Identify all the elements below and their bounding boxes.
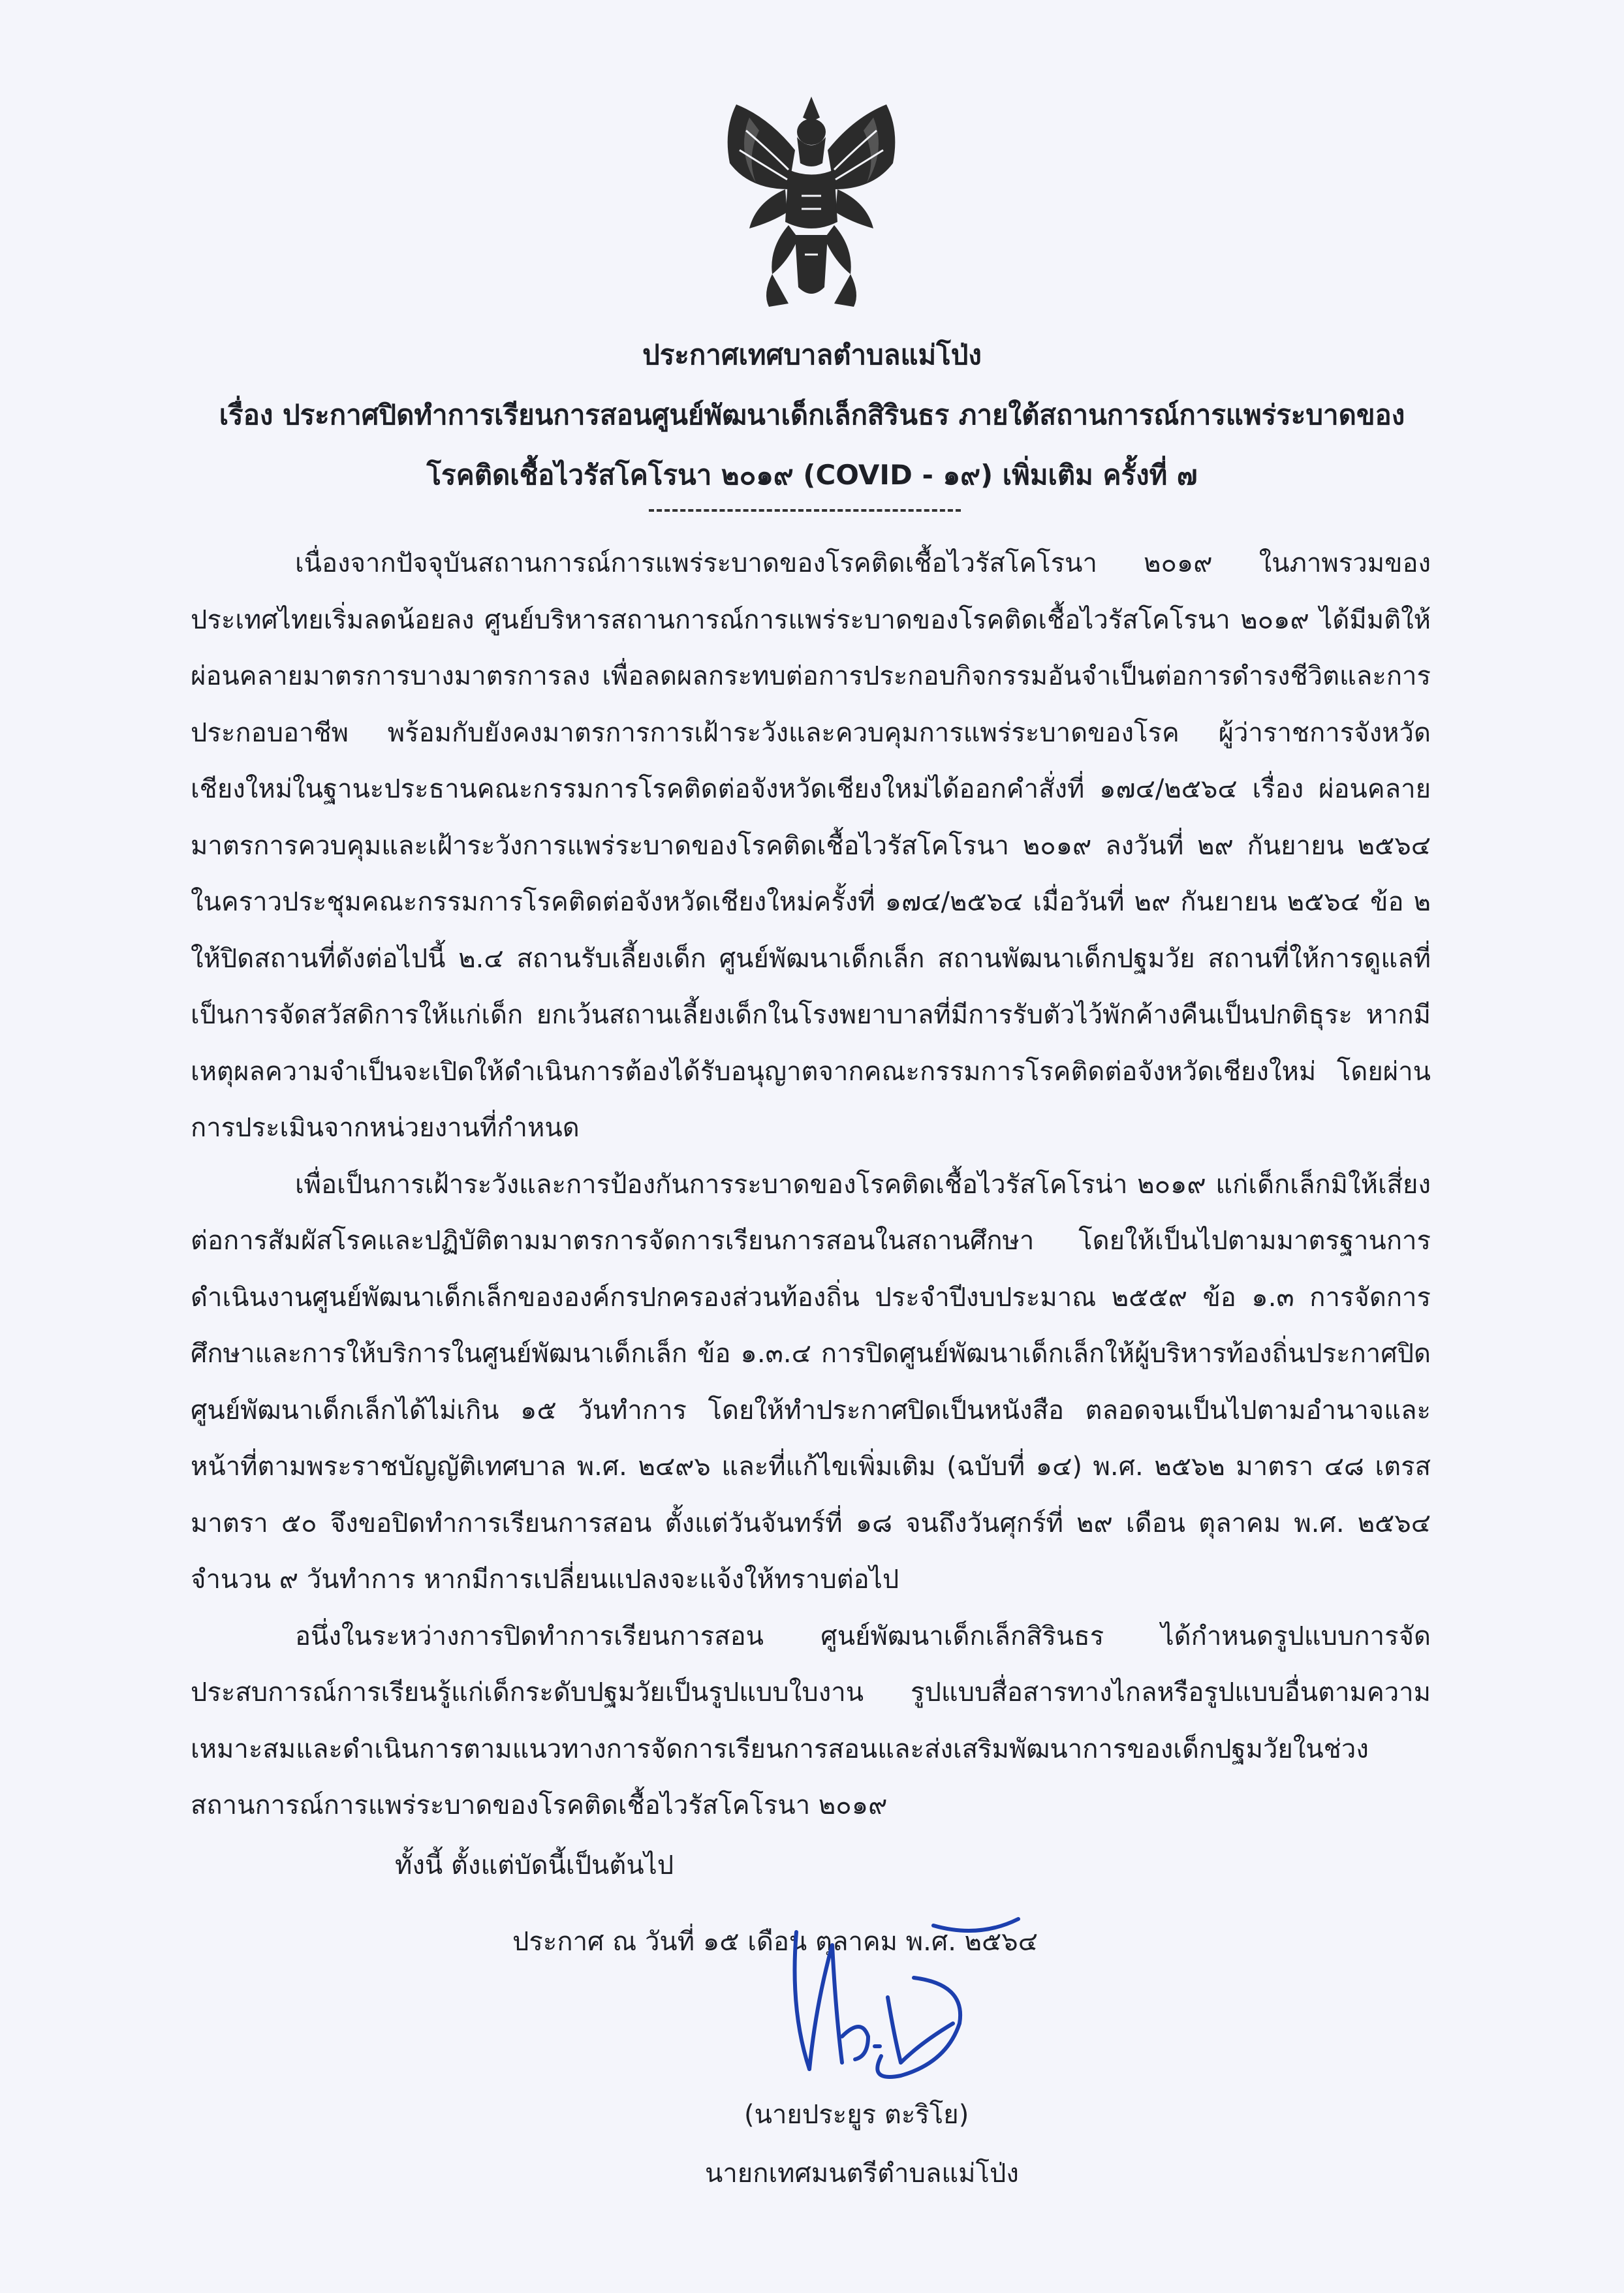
organization-title: ประกาศเทศบาลตำบลแม่โป่ง: [642, 339, 982, 371]
signatory-position: นายกเทศมนตรีตำบลแม่โป่ง: [705, 2159, 1019, 2189]
body-paragraph-3: อนึ่งในระหว่างการปิดทำการเรียนการสอน ศูนย์พัฒนาเด็กเล็กสิรินธร ได้กำหนดรูปแบบการจัดประสบการณ์การเรียนรู้แก่เด็กระดับปฐมวัยเป็นรูปแบบใบงาน รูปแบบสื่อสารทางไกลหรือรูปแบบอื่นตามความเหมาะสมและดำเนินการตามแนวทางการจัดการเรียนการสอนและส่งเสริมพัฒนาการของเด็กปฐมวัยในช่วงสถานการณ์การแพร่ระบาดของโรคติดเชื้อไวรัสโคโรนา ๒๐๑๙: [191, 1621, 1431, 1820]
announcement-date: ประกาศ ณ วันที่ ๑๕ เดือน ตุลาคม พ.ศ. ๒๕๖๔: [512, 1927, 1038, 1957]
body-paragraph-2: เพื่อเป็นการเฝ้าระวังและการป้องกันการระบาดของโรคติดเชื้อไวรัสโคโรน่า ๒๐๑๙ แก่เด็กเล็กมิให้เสี่ยงต่อการสัมผัสโรคและปฏิบัติตามมาตรการจัดการเรียนการสอนในสถานศึกษา โดยให้เป็นไปตามมาตรฐานการดำเนินงานศูนย์พัฒนาเด็กเล็กขององค์กรปกครองส่วนท้องถิ่น ประจำปีงบประมาณ ๒๕๕๙ ข้อ ๑.๓ การจัดการศึกษาและการให้บริการในศูนย์พัฒนาเด็กเล็ก ข้อ ๑.๓.๔ การปิดศูนย์พัฒนาเด็กเล็กให้ผู้บริหารท้องถิ่นประกาศปิดศูนย์พัฒนาเด็กเล็กได้ไม่เกิน ๑๕ วันทำการ โดยให้ทำประกาศปิดเป็นหนังสือ ตลอดจนเป็นไปตามอำนาจและหน้าที่ตามพระราชบัญญัติเทศบาล พ.ศ. ๒๔๙๖ และที่แก้ไขเพิ่มเติม (ฉบับที่ ๑๔) พ.ศ. ๒๕๖๒ มาตรา ๔๘ เตรส มาตรา ๕๐ จึงขอปิดทำการเรียนการสอน ตั้งแต่วันจันทร์ที่ ๑๘ จนถึงวันศุกร์ที่ ๒๙ เดือน ตุลาคม พ.ศ. ๒๕๖๔ จำนวน ๙ วันทำการ หากมีการเปลี่ยนแปลงจะแจ้งให้ทราบต่อไป: [191, 1169, 1431, 1595]
announcement-header: [131, 325, 1493, 505]
signature-scribble: [770, 1906, 1031, 2121]
announcement-body: [191, 535, 1431, 1834]
header-divider: [649, 509, 961, 512]
signatory-name: (นายประยูร ตะริโย): [744, 2100, 969, 2130]
effective-statement: ทั้งนี้ ตั้งแต่บัดนี้เป็นต้นไป: [395, 1850, 674, 1880]
subject-line-1: เรื่อง ประกาศปิดทำการเรียนการสอนศูนย์พัฒนาเด็กเล็กสิรินธร ภายใต้สถานการณ์การแพร่ระบาดของ: [219, 399, 1405, 431]
body-paragraph-1: เนื่องจากปัจจุบันสถานการณ์การแพร่ระบาดของโรคติดเชื้อไวรัสโคโรนา ๒๐๑๙ ในภาพรวมของประเทศไทยเริ่มลดน้อยลง ศูนย์บริหารสถานการณ์การแพร่ระบาดของโรคติดเชื้อไวรัสโคโรนา ๒๐๑๙ ได้มีมติให้ผ่อนคลายมาตรการบางมาตรการลง เพื่อลดผลกระทบต่อการประกอบกิจกรรมอันจำเป็นต่อการดำรงชีวิตและการประกอบอาชีพ พร้อมกับยังคงมาตรการการเฝ้าระวังและควบคุมการแพร่ระบาดของโรค ผู้ว่าราชการจังหวัดเชียงใหม่ในฐานะประธานคณะกรรมการโรคติดต่อจังหวัดเชียงใหม่ได้ออกคำสั่งที่ ๑๗๔/๒๕๖๔ เรื่อง ผ่อนคลายมาตรการควบคุมและเฝ้าระวังการแพร่ระบาดของโรคติดเชื้อไวรัสโคโรนา ๒๐๑๙ ลงวันที่ ๒๙ กันยายน ๒๕๖๔ ในคราวประชุมคณะกรรมการโรคติดต่อจังหวัดเชียงใหม่ครั้งที่ ๑๗๔/๒๕๖๔ เมื่อวันที่ ๒๙ กันยายน ๒๕๖๔ ข้อ ๒ ให้ปิดสถานที่ดังต่อไปนี้ ๒.๔ สถานรับเลี้ยงเด็ก ศูนย์พัฒนาเด็กเล็ก สถานพัฒนาเด็กปฐมวัย สถานที่ให้การดูแลที่เป็นการจัดสวัสดิการให้แก่เด็ก ยกเว้นสถานเลี้ยงเด็กในโรงพยาบาลที่มีการรับตัวไว้พักค้างคืนเป็นปกติธุระ หากมีเหตุผลความจำเป็นจะเปิดให้ดำเนินการต้องได้รับอนุญาตจากคณะกรรมการโรคติดต่อจังหวัดเชียงใหม่ โดยผ่านการประเมินจากหน่วยงานที่กำหนด: [191, 548, 1431, 1143]
subject-line-2: โรคติดเชื้อไวรัสโคโรนา ๒๐๑๙ (COVID - ๑๙) เพิ่มเติม ครั้งที่ ๗: [426, 459, 1198, 491]
garuda-emblem-icon: [710, 91, 913, 320]
